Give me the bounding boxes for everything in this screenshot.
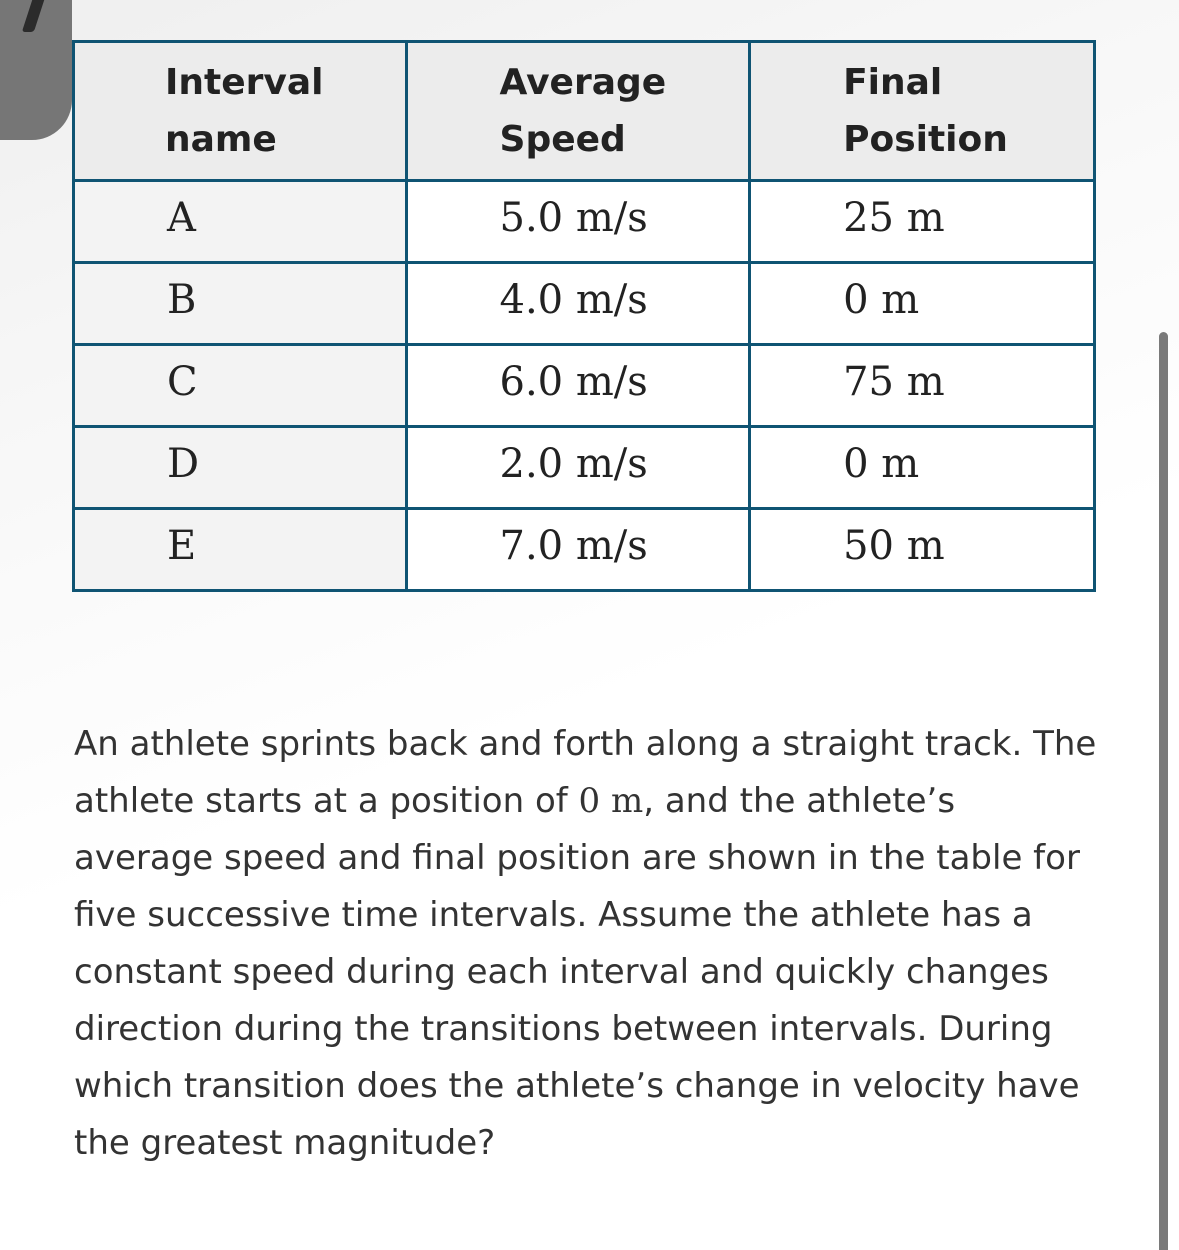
table-row [74, 263, 1095, 345]
question-text-start: An athlete sprints back and forth along a straight track. The athlete starts at a position of [74, 724, 1097, 821]
average-speed-cell: 2.0 m/s [406, 427, 750, 509]
table-row [74, 345, 1095, 427]
interval-name-cell: D [74, 427, 407, 509]
header-line: Speed [499, 119, 626, 160]
header-line: Final [843, 62, 943, 103]
final-position-cell: 0 m [750, 427, 1095, 509]
header-average-speed [406, 42, 750, 181]
final-position-cell: 25 m [750, 181, 1095, 263]
header-line: Average [499, 62, 667, 103]
interval-name-cell: B [74, 263, 407, 345]
interval-name-cell: C [74, 345, 407, 427]
final-position-cell: 50 m [750, 509, 1095, 591]
header-interval-name [74, 42, 407, 181]
question-text-end: , and the athlete’s average speed and final position are shown in the table for five successive time intervals. Assume the athlete has a constant speed during each interval and quickly changes direction during the transitions between intervals. During which transition does the athlete’s change in velocity have the greatest magnitude? [74, 781, 1080, 1163]
final-position-cell: 0 m [750, 263, 1095, 345]
header-line: Position [843, 119, 1008, 160]
header-line: Interval [165, 62, 324, 103]
question-text [74, 716, 1104, 1172]
interval-name-cell: E [74, 509, 407, 591]
average-speed-cell: 7.0 m/s [406, 509, 750, 591]
data-table [72, 40, 1096, 592]
final-position-cell: 75 m [750, 345, 1095, 427]
average-speed-cell: 6.0 m/s [406, 345, 750, 427]
header-line: name [165, 119, 277, 160]
vertical-scrollbar[interactable] [1159, 332, 1168, 1250]
table-header-row [74, 42, 1095, 181]
table-row [74, 427, 1095, 509]
average-speed-cell: 5.0 m/s [406, 181, 750, 263]
table-row [74, 181, 1095, 263]
average-speed-cell: 4.0 m/s [406, 263, 750, 345]
interval-name-cell: A [74, 181, 407, 263]
question-math: 0 m [578, 781, 644, 821]
table-row [74, 509, 1095, 591]
header-final-position [750, 42, 1095, 181]
